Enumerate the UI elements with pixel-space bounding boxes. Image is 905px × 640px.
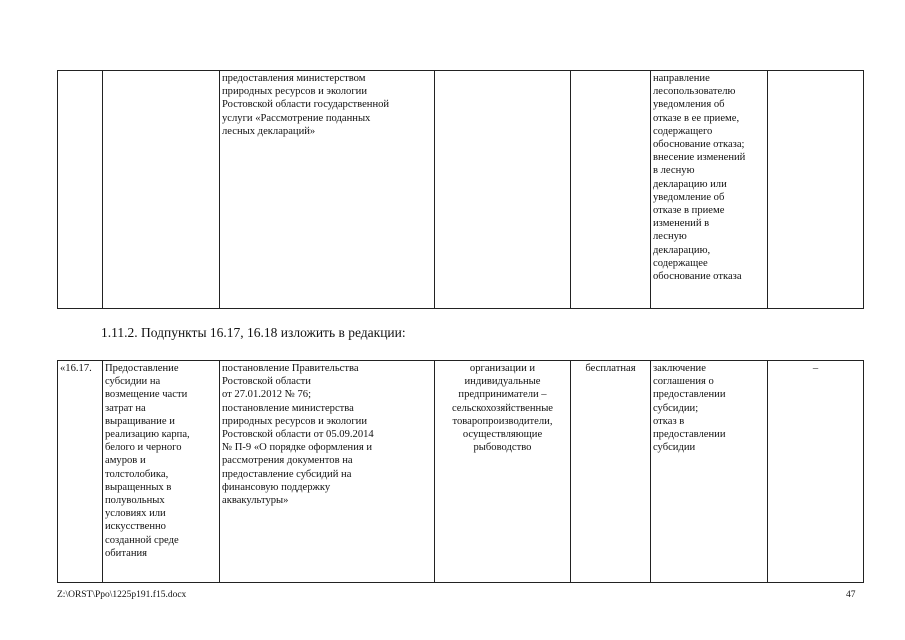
page-number: 47: [846, 590, 856, 600]
cell-legal-basis: постановление Правительства Ростовской области от 27.01.2012 № 76; постановление министерства природных ресурсов и экологии Ростовской области от 05.09.2014 № П-9 «О порядке оформления и рассмотрения документов на предоставление субсидий на финансовую поддержку аквакультуры»: [220, 361, 435, 583]
cell-result: направление лесопользователю уведомления об отказе в ее приеме, содержащего обоснование отказа; внесение изменений в лесную декларацию или уведомление об отказе в приеме изменений в лесную декларацию, содержащее обоснование отказа: [651, 71, 768, 309]
cell-note: –: [768, 361, 864, 583]
cell-recipients: организации и индивидуальные предприниматели – сельскохозяйственные товаропроизводители, осуществляющие рыбоводство: [435, 361, 571, 583]
cell-result: заключение соглашения о предоставлении субсидии; отказ в предоставлении субсидии: [651, 361, 768, 583]
cell-number: [58, 71, 103, 309]
table-bottom: [57, 360, 864, 583]
table-top: [57, 70, 864, 309]
cell-name: [103, 71, 220, 309]
cell-number: «16.17.: [58, 361, 103, 583]
cell-note: [768, 71, 864, 309]
cell-recipients: [435, 71, 571, 309]
footer-file-path: Z:\ORST\Ppo\1225p191.f15.docx: [57, 590, 187, 600]
cell-payment: бесплатная: [571, 361, 651, 583]
section-heading: 1.11.2. Подпункты 16.17, 16.18 изложить в редакции:: [101, 325, 406, 340]
cell-payment: [571, 71, 651, 309]
table-row: [58, 361, 864, 583]
cell-name: Предоставление субсидии на возмещение части затрат на выращивание и реализацию карпа, белого и черного амуров и толстолобика, выращенных в полувольных условиях или искусственно созданной среде обитания: [103, 361, 220, 583]
cell-legal-basis: предоставления министерством природных ресурсов и экологии Ростовской области государственной услуги «Рассмотрение поданных лесных деклараций»: [220, 71, 435, 309]
table-row: [58, 71, 864, 309]
